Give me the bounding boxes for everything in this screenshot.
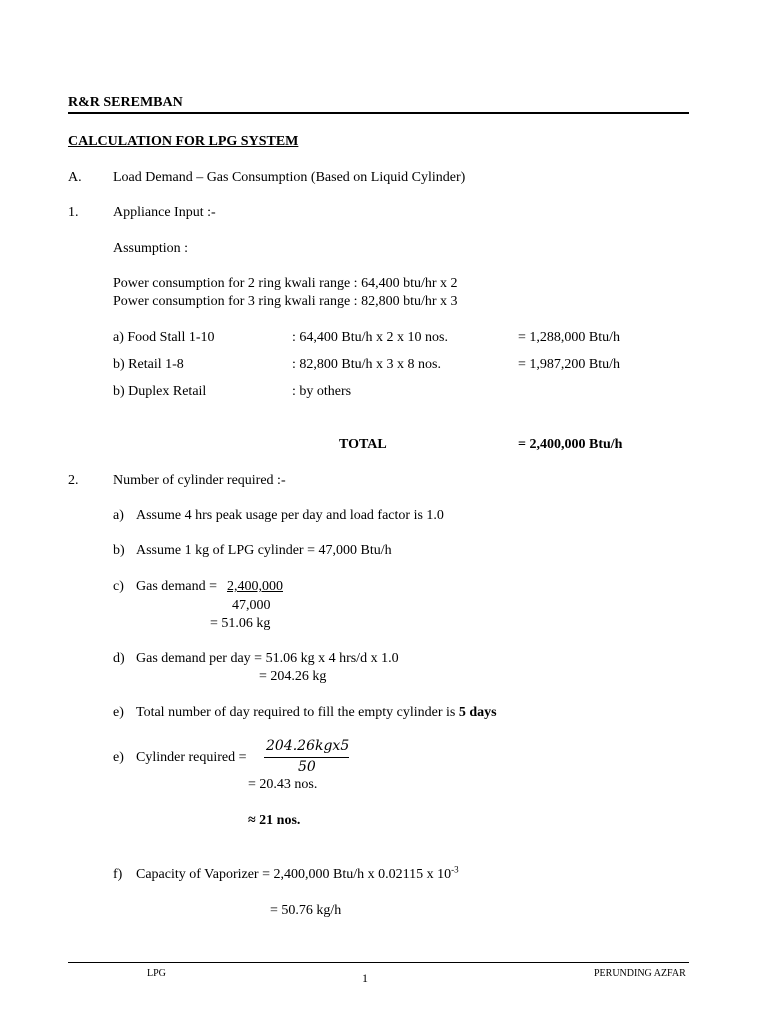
step-d-text: Gas demand per day = 51.06 kg x 4 hrs/d x 1.0 bbox=[136, 651, 399, 666]
step-f-marker: f) bbox=[113, 867, 123, 882]
footer-right: PERUNDING AZFAR bbox=[594, 968, 686, 979]
step-e2-text: Cylinder required = bbox=[136, 750, 247, 765]
total-label: TOTAL bbox=[339, 437, 387, 452]
cylinder-result: = 20.43 nos. bbox=[248, 777, 318, 792]
vaporizer-result: = 50.76 kg/h bbox=[270, 903, 342, 918]
step-a-text: Assume 4 hrs peak usage per day and load factor is 1.0 bbox=[136, 508, 444, 523]
row-calc: : 64,400 Btu/h x 2 x 10 nos. bbox=[292, 330, 448, 345]
cylinder-approx: ≈ 21 nos. bbox=[248, 813, 301, 828]
step-e2-marker: e) bbox=[113, 750, 124, 765]
row-label: b) Duplex Retail bbox=[113, 384, 207, 399]
gas-demand-day-result: = 204.26 kg bbox=[259, 669, 327, 684]
row-calc: : by others bbox=[292, 384, 352, 399]
item-2-number: 2. bbox=[68, 473, 79, 488]
cylinder-denominator: 50 bbox=[298, 759, 316, 775]
row-result: = 1,288,000 Btu/h bbox=[518, 330, 621, 345]
days-value: 5 days bbox=[458, 705, 497, 720]
step-b-text: Assume 1 kg of LPG cylinder = 47,000 Btu/h bbox=[136, 543, 392, 558]
cylinder-numerator: 204.26kgx5 bbox=[266, 738, 350, 754]
fraction-bar bbox=[264, 757, 349, 758]
page-number: 1 bbox=[362, 971, 368, 985]
section-a-text: Load Demand – Gas Consumption (Based on Liquid Cylinder) bbox=[113, 170, 466, 185]
gas-demand-numerator: 2,400,000 bbox=[227, 579, 283, 594]
row-label: b) Retail 1-8 bbox=[113, 357, 184, 372]
section-a-letter: A. bbox=[68, 170, 82, 185]
item-2-heading: Number of cylinder required :- bbox=[113, 473, 286, 488]
gas-demand-result: = 51.06 kg bbox=[210, 616, 271, 631]
row-result: = 1,987,200 Btu/h bbox=[518, 357, 621, 372]
step-e1-text bbox=[136, 705, 497, 721]
header-rule bbox=[68, 112, 689, 114]
item-1-heading: Appliance Input :- bbox=[113, 205, 216, 220]
row-calc: : 82,800 Btu/h x 3 x 8 nos. bbox=[292, 357, 441, 372]
total-value: = 2,400,000 Btu/h bbox=[518, 437, 623, 452]
step-c-text: Gas demand = bbox=[136, 579, 217, 594]
vaporizer-formula: Capacity of Vaporizer = 2,400,000 Btu/h x 0.02115 x 10 bbox=[136, 867, 452, 882]
footer-rule bbox=[68, 962, 689, 963]
vaporizer-exponent: -3 bbox=[451, 864, 459, 875]
step-b-marker: b) bbox=[113, 543, 125, 558]
power-2-ring: Power consumption for 2 ring kwali range : 64,400 btu/hr x 2 bbox=[113, 276, 458, 291]
step-e1-marker: e) bbox=[113, 705, 124, 720]
project-name: R&R SEREMBAN bbox=[68, 95, 183, 110]
step-c-marker: c) bbox=[113, 579, 124, 594]
step-d-marker: d) bbox=[113, 651, 125, 666]
step-e1-sentence: Total number of day required to fill the empty cylinder is bbox=[136, 705, 459, 720]
step-f-text bbox=[136, 864, 459, 883]
power-3-ring: Power consumption for 3 ring kwali range : 82,800 btu/hr x 3 bbox=[113, 294, 458, 309]
row-label: a) Food Stall 1-10 bbox=[113, 330, 215, 345]
footer-left: LPG bbox=[147, 968, 166, 979]
gas-demand-denominator: 47,000 bbox=[232, 598, 271, 613]
item-1-number: 1. bbox=[68, 205, 79, 220]
assumption-label: Assumption : bbox=[113, 241, 189, 256]
step-a-marker: a) bbox=[113, 508, 124, 523]
document-title: CALCULATION FOR LPG SYSTEM bbox=[68, 134, 299, 149]
